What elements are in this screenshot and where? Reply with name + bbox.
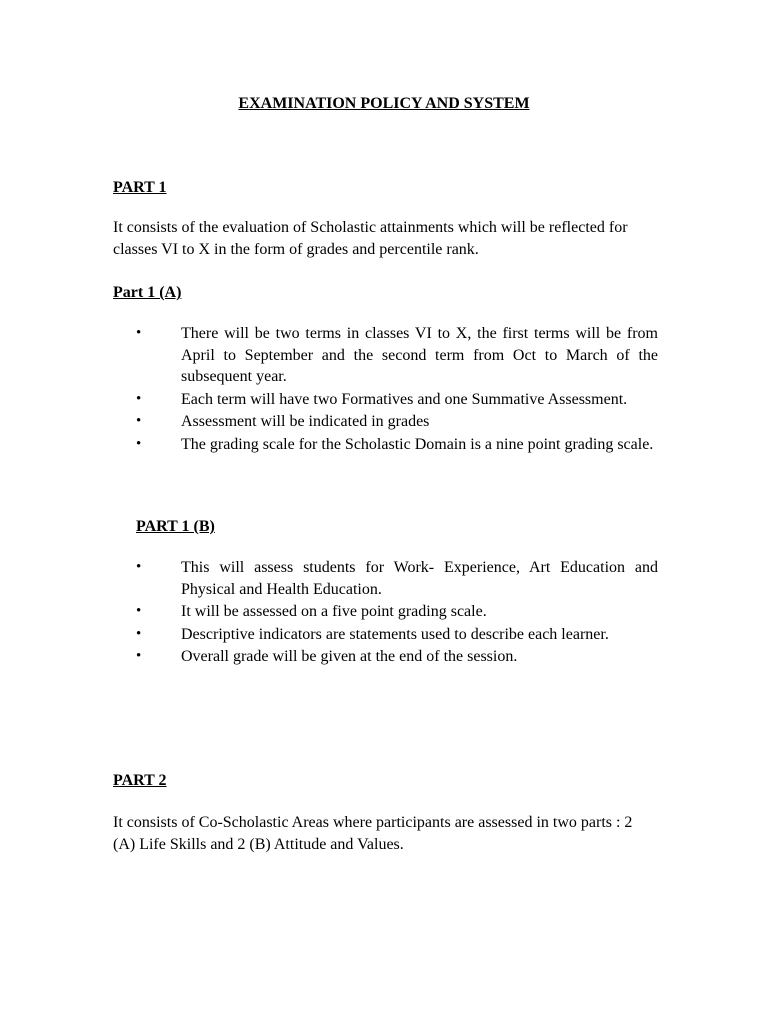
part-1a-list bbox=[113, 323, 658, 456]
bullet-icon: • bbox=[136, 435, 142, 452]
list-item bbox=[113, 601, 658, 623]
list-item bbox=[113, 323, 658, 388]
list-item bbox=[113, 434, 658, 456]
list-item bbox=[113, 646, 658, 668]
part-1-paragraph: It consists of the evaluation of Scholastic attainments which will be reflected for classes VI to X in the form of grades and percentile rank. bbox=[113, 219, 628, 258]
part-2-paragraph: It consists of Co-Scholastic Areas where participants are assessed in two parts : 2 (A) Life Skills and 2 (B) Attitude and Values. bbox=[113, 814, 633, 853]
bullet-icon: • bbox=[136, 559, 142, 575]
list-item-text: The grading scale for the Scholastic Domain is a nine point grading scale. bbox=[181, 435, 654, 453]
document-title: EXAMINATION POLICY AND SYSTEM bbox=[238, 95, 530, 112]
list-item-text: There will be two terms in classes VI to X, the first terms will be from April to September and the second term from Oct to March of the subsequent year. bbox=[181, 325, 658, 385]
list-item bbox=[113, 557, 658, 600]
list-item-text: Overall grade will be given at the end of the session. bbox=[181, 648, 518, 665]
part-2-heading: PART 2 bbox=[113, 772, 167, 789]
list-item-text: Descriptive indicators are statements used to describe each learner. bbox=[181, 625, 609, 643]
bullet-icon: • bbox=[136, 325, 142, 341]
list-item bbox=[113, 624, 658, 646]
bullet-icon: • bbox=[136, 390, 142, 407]
part-1b-heading: PART 1 (B) bbox=[136, 518, 215, 535]
part-1b-list bbox=[113, 557, 658, 669]
part-1-heading: PART 1 bbox=[113, 179, 167, 196]
list-item-text: This will assess students for Work- Experience, Art Education and Physical and Health Education. bbox=[181, 559, 658, 598]
list-item-text: Assessment will be indicated in grades bbox=[181, 413, 430, 430]
bullet-icon: • bbox=[136, 648, 142, 664]
list-item-text: Each term will have two Formatives and one Summative Assessment. bbox=[181, 390, 628, 408]
list-item bbox=[113, 389, 658, 411]
list-item bbox=[113, 411, 658, 433]
bullet-icon: • bbox=[136, 603, 142, 619]
bullet-icon: • bbox=[136, 625, 142, 642]
bullet-icon: • bbox=[136, 413, 142, 429]
part-1a-heading: Part 1 (A) bbox=[113, 284, 182, 301]
list-item-text: It will be assessed on a five point grading scale. bbox=[181, 603, 487, 620]
